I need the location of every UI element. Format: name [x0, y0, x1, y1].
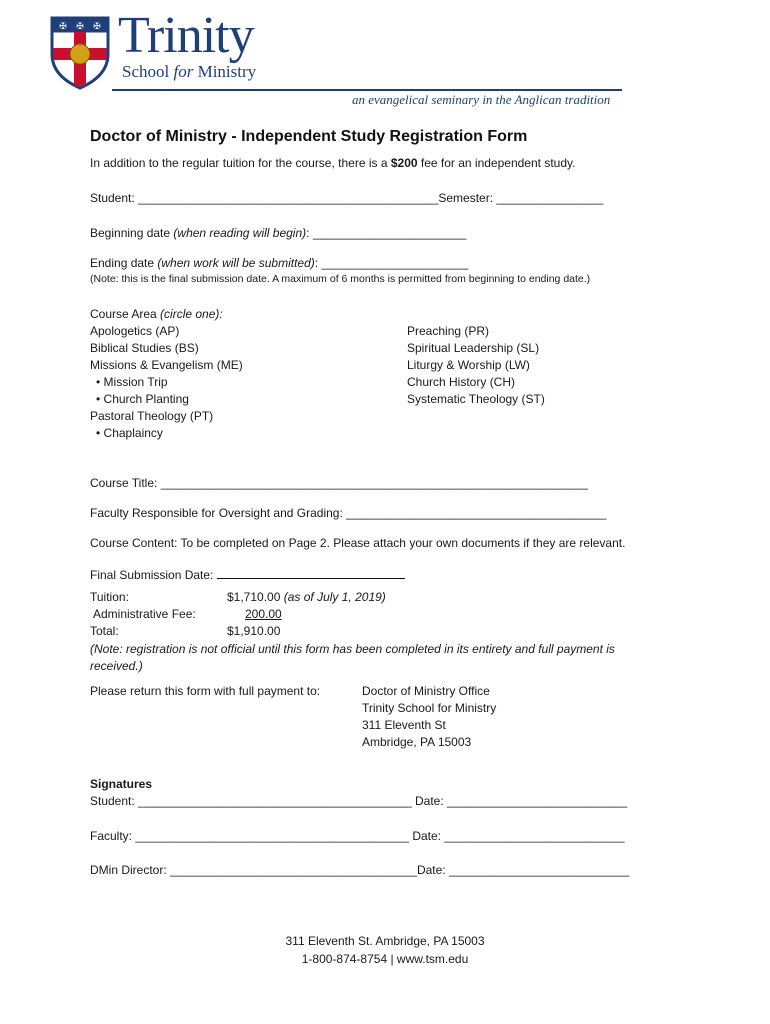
tuition-row	[227, 589, 386, 606]
course-area-option[interactable]: Pastoral Theology (PT)	[90, 409, 214, 423]
end-date-note: (Note: this is the final submission date. A maximum of 6 months is permitted from beginning to ending date.)	[90, 273, 591, 285]
course-area-left-list	[90, 323, 243, 442]
faculty-field[interactable]: Faculty Responsible for Oversight and Grading: _______________________________________	[90, 506, 607, 520]
course-content-text: Course Content: To be completed on Page 2. Please attach your own documents if they are relevant.	[90, 536, 626, 550]
ending-date-field[interactable]	[90, 255, 468, 272]
brand-subtitle	[122, 62, 256, 82]
final-submission-field[interactable]	[90, 565, 405, 584]
brand-name: Trinity	[118, 7, 254, 64]
shield-icon	[50, 16, 110, 90]
admin-fee-value: 200.00	[245, 607, 282, 621]
brand-sub-ministry: Ministry	[197, 62, 257, 81]
faculty-signature-date[interactable]: Date: ___________________________	[408, 829, 625, 843]
address-line: Doctor of Ministry Office	[362, 684, 490, 698]
return-address	[362, 683, 496, 751]
director-signature-date[interactable]: Date: ___________________________	[416, 863, 630, 877]
svg-text:✠: ✠	[59, 22, 67, 32]
tuition-label: Tuition:	[90, 590, 129, 604]
begin-label: Beginning date	[90, 226, 174, 240]
admin-fee-label: Administrative Fee:	[93, 607, 196, 621]
course-area-right-list	[407, 323, 545, 408]
begin-blank: : _______________________	[306, 226, 467, 240]
registration-note-line2: received.)	[90, 659, 143, 673]
director-signature-line[interactable]: DMin Director: _____________________________________	[90, 863, 417, 877]
student-signature-date[interactable]: Date: ___________________________	[411, 794, 628, 808]
intro-text	[90, 155, 575, 172]
course-area-suboption[interactable]: • Mission Trip	[96, 375, 168, 389]
course-area-option[interactable]: Preaching (PR)	[407, 324, 490, 338]
course-area-heading	[90, 306, 223, 323]
registration-note-line1: (Note: registration is not official until this form has been completed in its entirety and full payment is	[90, 642, 615, 656]
final-submission-line[interactable]	[217, 565, 405, 579]
faculty-signature-line[interactable]: Faculty: _________________________________________	[90, 829, 409, 843]
course-area-option[interactable]: Church History (CH)	[407, 375, 516, 389]
begin-hint: (when reading will begin)	[173, 226, 307, 240]
semester-field[interactable]: Semester: ________________	[438, 191, 604, 205]
student-signature-line[interactable]: Student: _________________________________________	[90, 794, 412, 808]
svg-text:✠: ✠	[76, 22, 84, 32]
student-field[interactable]	[90, 190, 603, 207]
total-value: $1,910.00	[227, 624, 281, 638]
signatures-heading: Signatures	[90, 777, 153, 791]
tuition-value: $1,710.00	[227, 590, 281, 604]
end-label: Ending date	[90, 256, 158, 270]
student-label: Student: _____________________________________________	[90, 191, 439, 205]
tuition-note: (as of July 1, 2019)	[283, 590, 386, 604]
end-hint: (when work will be submitted)	[157, 256, 315, 270]
intro-prefix: In addition to the regular tuition for the course, there is a	[90, 156, 391, 170]
footer-contact: 1-800-874-8754 | www.tsm.edu	[301, 952, 469, 966]
total-label: Total:	[90, 624, 119, 638]
intro-suffix: fee for an independent study.	[417, 156, 576, 170]
course-area-option[interactable]: Biblical Studies (BS)	[90, 341, 199, 355]
header-rule	[112, 89, 622, 91]
final-submission-label: Final Submission Date:	[90, 568, 217, 582]
return-label: Please return this form with full payment to:	[90, 684, 321, 698]
course-title-field[interactable]: Course Title: ________________________________________________________________	[90, 476, 588, 490]
intro-fee: $200	[390, 156, 418, 170]
course-area-option[interactable]: Missions & Evangelism (ME)	[90, 358, 243, 372]
course-area-suboption[interactable]: • Church Planting	[96, 392, 189, 406]
director-signature-field[interactable]	[90, 862, 629, 879]
course-area-option[interactable]: Systematic Theology (ST)	[407, 392, 545, 406]
course-area-option[interactable]: Spiritual Leadership (SL)	[407, 341, 540, 355]
course-area-hint: (circle one):	[160, 307, 223, 321]
address-line: Trinity School for Ministry	[362, 701, 497, 715]
faculty-signature-field[interactable]	[90, 828, 625, 845]
tagline: an evangelical seminary in the Anglican tradition	[352, 92, 611, 107]
brand-sub-school: School	[122, 62, 170, 81]
form-title: Doctor of Ministry - Independent Study Registration Form	[90, 128, 528, 145]
course-area-option[interactable]: Liturgy & Worship (LW)	[407, 358, 530, 372]
student-signature-field[interactable]	[90, 793, 627, 810]
course-area-option[interactable]: Apologetics (AP)	[90, 324, 180, 338]
address-line: Ambridge, PA 15003	[362, 735, 472, 749]
address-line: 311 Eleventh St	[362, 718, 446, 732]
course-area-suboption[interactable]: • Chaplaincy	[96, 426, 163, 440]
brand-sub-for: for	[173, 62, 194, 81]
footer-address: 311 Eleventh St. Ambridge, PA 15003	[285, 934, 485, 948]
course-area-label: Course Area	[90, 307, 161, 321]
svg-text:✠: ✠	[93, 22, 101, 32]
end-blank: : ______________________	[314, 256, 469, 270]
beginning-date-field[interactable]	[90, 225, 466, 242]
